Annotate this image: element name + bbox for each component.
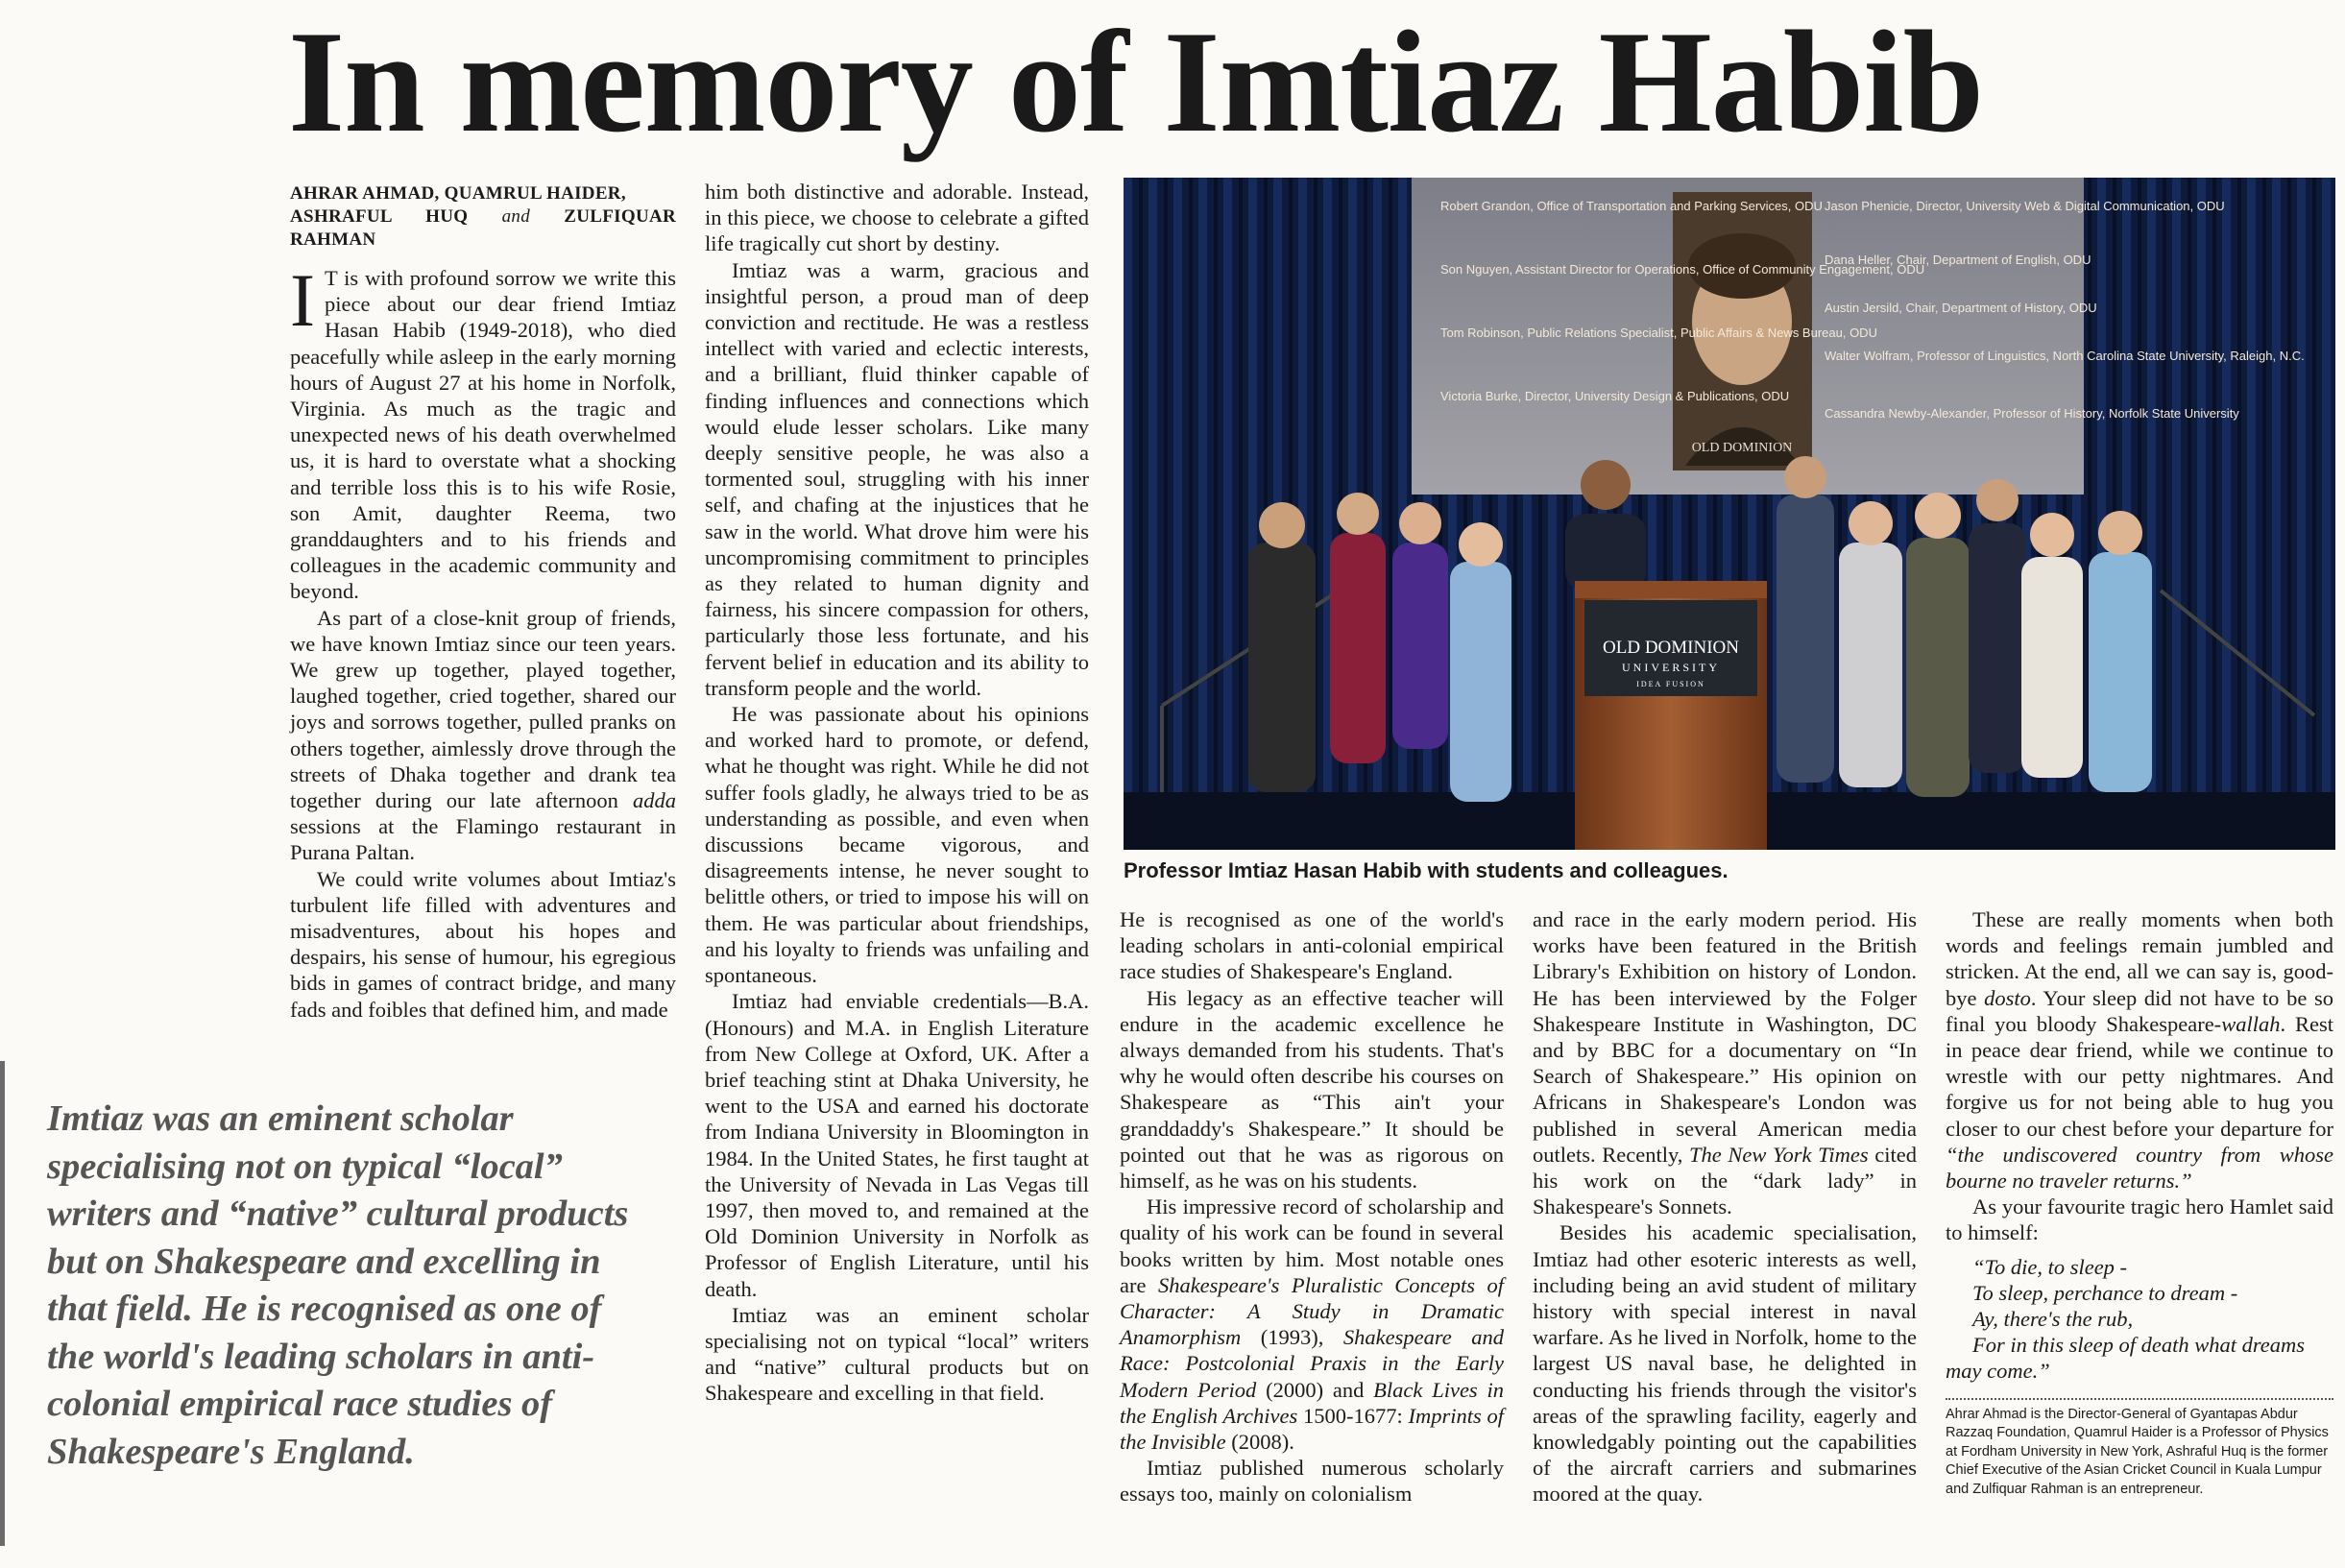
book-title: Shakespeare and Race: Postcolonial Praxis in the Early Modern Period (1120, 1325, 1504, 1402)
byline (290, 182, 676, 252)
verse-line: To sleep, perchance to dream - (1972, 1280, 2238, 1305)
paragraph-text: cited his work on the “dark lady” in Shakespeare's Sonnets. (1533, 1142, 1917, 1219)
screen-credit-right-5: Cassandra Newby-Alexander, Professor of History, Norfolk State University (1825, 406, 2239, 421)
podium-logo-line2: UNIVERSITY (1622, 661, 1720, 674)
photo-illustration (1124, 178, 2335, 850)
publication-name: The New York Times (1689, 1142, 1869, 1167)
paragraph: We could write volumes about Imtiaz's turbulent life filled with adventures and misadventures, about his hopes and despairs, his sense of humour, his egregious bids in games of contract bridge, and many fads and foibles that defined him, and made (290, 866, 676, 1022)
screen-credit-left-1: Robert Grandon, Office of Transportation and Parking Services, ODU (1440, 199, 1823, 213)
paragraph-text: His impressive record of scholarship and quality of his work can be found in several books written by him. Most notable ones are (1120, 1194, 1504, 1297)
paragraph: Imtiaz was a warm, gracious and insightful person, a proud man of deep conviction and rectitude. He was a restless intellect with varied and eclectic interests, and a brilliant, fluid thinker capable of finding influences and connections which would elude lesser scholars. Like many deeply sensitive people, he was also a tormented soul, struggling with his inner self, and chafing at the injustices that he saw in the world. What drove him were his uncompromising commitment to principles as they related to human dignity and fairness, his sincere compassion for others, particularly those less fortunate, and his fervent belief in education and its ability to transform people and the world. (705, 257, 1089, 700)
paragraph-text: As part of a close-knit group of friends, we have known Imtiaz since our teen years. We grew up together, played together, laughed together, cried together, shared our joys and sorrows together, pulled pranks on others together, aimlessly drove through the streets of Dhaka together and drank tea together during our late afternoon (290, 605, 676, 813)
pull-quote (0, 1061, 653, 1546)
column-2 (705, 179, 1089, 1407)
column-5 (1946, 906, 2333, 1500)
column-3 (1120, 906, 1504, 1508)
author-bio: Ahrar Ahmad is the Director-General of Gyantapas Abdur Razzaq Foundation, Quamrul Haider is a Professor of Physics at Fordham University in New York, Ashraful Huq is the former Chief Executive of the Asian Cricket Council in Kuala Lumpur and Zulfiquar Rahman is an entrepreneur. (1946, 1406, 2329, 1498)
paragraph-text: These are really moments when both words and feelings remain jumbled and stricken. At the end, all we can say is, good-bye (1946, 907, 2333, 1010)
paragraph: He was passionate about his opinions and worked hard to promote, or defend, what he thought was right. While he did not suffer fools gladly, he always tried to be as understanding as possible, and even when discussions became vigorous, and disagreements intense, he never sought to belittle others, or tried to impose his will on them. He was particular about friendships, and his loyalty to friends was unfailing and spontaneous. (705, 702, 1089, 988)
paragraph: His legacy as an effective teacher will endure in the academic excellence he always demanded from his students. That's why he would often describe his courses on Shakespeare as “This ain't your granddaddy's Shakespeare.” It should be pointed out that he was as rigorous on himself, as he was on his students. (1120, 985, 1504, 1194)
podium-logo-line1: OLD DOMINION (1603, 638, 1739, 658)
italic-word: adda (633, 788, 676, 813)
screen-credit-right-2: Dana Heller, Chair, Department of English, ODU (1825, 253, 2091, 267)
hamlet-verse (1946, 1254, 2333, 1385)
paragraph (290, 258, 676, 605)
paragraph: As your favourite tragic hero Hamlet said to himself: (1946, 1194, 2333, 1245)
paragraph: Besides his academic specialisation, Imtiaz had other esoteric interests as well, including being an avid student of military history with special interest in naval warfare. As he lived in Norfolk, home to the largest US naval base, he delighted in conducting his friends through the visitor's areas of the sprawling facility, eagerly and knowledgably pointing out the capabilities of the aircraft carriers and submarines moored at the quay. (1533, 1220, 1917, 1507)
screen-credit-left-4: Victoria Burke, Director, University Design & Publications, ODU (1440, 389, 1790, 403)
photo-caption: Professor Imtiaz Hasan Habib with students and colleagues. (1124, 858, 1729, 882)
paragraph (290, 605, 676, 866)
column-4 (1533, 906, 1917, 1508)
paragraph: He is recognised as one of the world's leading scholars in anti-colonial empirical race studies of Shakespeare's England. (1120, 907, 1504, 984)
paragraph-text: (2008). (1225, 1430, 1294, 1455)
headline: In memory of Imtiaz Habib (288, 1, 1984, 162)
paragraph-text: . Your sleep did not have to be so final you bloody Shakespeare- (1946, 985, 2333, 1036)
paragraph-text: and race in the early modern period. His works have been featured in the British Library's Exhibition on history of London. He has been interviewed by the Folger Shakespeare Institute in Washington, DC and by BBC for a documentary on “In Search of Shakespeare.” His opinion on Africans in Shakespeare's London was published in several American media outlets. Recently, (1533, 907, 1917, 1167)
book-title: Black Lives in the English Archives (1120, 1377, 1504, 1428)
paragraph-text: . Rest in peace dear friend, while we continue to wrestle with our petty nightmares. And forgive us for not being able to hug you closer to our chest before your departure for (1946, 1011, 2333, 1141)
byline-and: and (501, 206, 531, 227)
screen-credit-right-4: Walter Wolfram, Professor of Linguistics, North Carolina State University, Raleigh, N.C. (1825, 349, 2305, 363)
paragraph (1946, 906, 2333, 1194)
verse-line: may come.” (1946, 1359, 2050, 1384)
paragraph-text: sessions at the Flamingo restaurant in Purana Paltan. (290, 814, 676, 865)
italic-word: wallah (2221, 1011, 2281, 1036)
paragraph-text: (2000) and (1256, 1377, 1374, 1402)
paragraph (1533, 906, 1917, 1219)
paragraph: him both distinctive and adorable. Instead, in this piece, we choose to celebrate a gifted life tragically cut short by destiny. (705, 180, 1089, 256)
paragraph-text: T is with profound sorrow we write this piece about our dear friend Imtiaz Hasan Habib (1949-2018), who died peacefully while asleep in the early morning hours of August 27 at his home in Norfolk, Virginia. As much as the tragic and unexpected news of his death overwhelmed us, it is hard to overstate what a shocking and terrible loss this is to his wife Rosie, son Amit, daughter Reema, two granddaughters and to his friends and colleagues in the academic community and beyond. (290, 266, 676, 604)
paragraph: Imtiaz was an eminent scholar specialising not on typical “local” writers and “native” cultural products but on Shakespeare and excelling in that field. (705, 1302, 1089, 1406)
event-photo (1124, 178, 2335, 850)
pull-quote-text: Imtiaz was an eminent scholar specialising not on typical “local” writers and “native” cultural products but on Shakespeare and excelling in that field. He is recognised as one of the world's leading scholars in anti-colonial empirical race studies of Shakespeare's England. (47, 1098, 629, 1472)
verse-line: Ay, there's the rub, (1972, 1307, 2134, 1332)
byline-line2a: ASHRAFUL HUQ (290, 206, 502, 227)
column-1 (290, 182, 676, 1023)
screen-credit-right-1: Jason Phenicie, Director, University Web & Digital Communication, ODU (1825, 199, 2225, 213)
paragraph-text: (1993), (1241, 1325, 1343, 1350)
podium-logo-line3: IDEA FUSION (1636, 680, 1705, 688)
paragraph (1120, 1194, 1504, 1455)
verse-line: For in this sleep of death what dreams (1972, 1333, 2306, 1358)
byline-line1: AHRAR AHMAD, QUAMRUL HAIDER, (290, 183, 626, 204)
divider (1946, 1398, 2333, 1400)
paragraph: Imtiaz published numerous scholarly essays too, mainly on colonialism (1120, 1456, 1504, 1507)
paragraph: Imtiaz had enviable credentials—B.A. (Honours) and M.A. in English Literature from New College at Oxford, UK. After a brief teaching stint at Dhaka University, he went to the USA and earned his doctorate from Indiana University in Bloomington in 1984. In the United States, he first taught at the University of Nevada in Las Vegas till 1997, then moved to, and remained at the Old Dominion University in Norfolk as Professor of English Literature, until his death. (705, 989, 1089, 1301)
italic-quote: “the undiscovered country from whose bourne no traveler returns.” (1946, 1142, 2333, 1194)
screen-credit-left-2: Son Nguyen, Assistant Director for Operations, Office of Community Engagement, ODU (1440, 262, 1925, 277)
paragraph-text: 1500-1677: (1297, 1403, 1409, 1428)
italic-word: dosto (1984, 985, 2031, 1010)
book-title: Shakespeare's Pluralistic Concepts of Character: A Study in Dramatic Anamorphism (1120, 1272, 1504, 1350)
verse-line: “To die, to sleep - (1972, 1254, 2128, 1279)
screen-credit-left-3: Tom Robinson, Public Relations Specialist, Public Affairs & News Bureau, ODU (1440, 326, 1877, 340)
screen-credit-right-3: Austin Jersild, Chair, Department of History, ODU (1825, 301, 2097, 315)
byline-line2b: ZULFIQUAR RAHMAN (290, 206, 677, 250)
book-title: Imprints of the Invisible (1120, 1403, 1505, 1455)
drop-cap: I (290, 258, 315, 342)
screen-logo: OLD DOMINION (1691, 441, 1793, 455)
